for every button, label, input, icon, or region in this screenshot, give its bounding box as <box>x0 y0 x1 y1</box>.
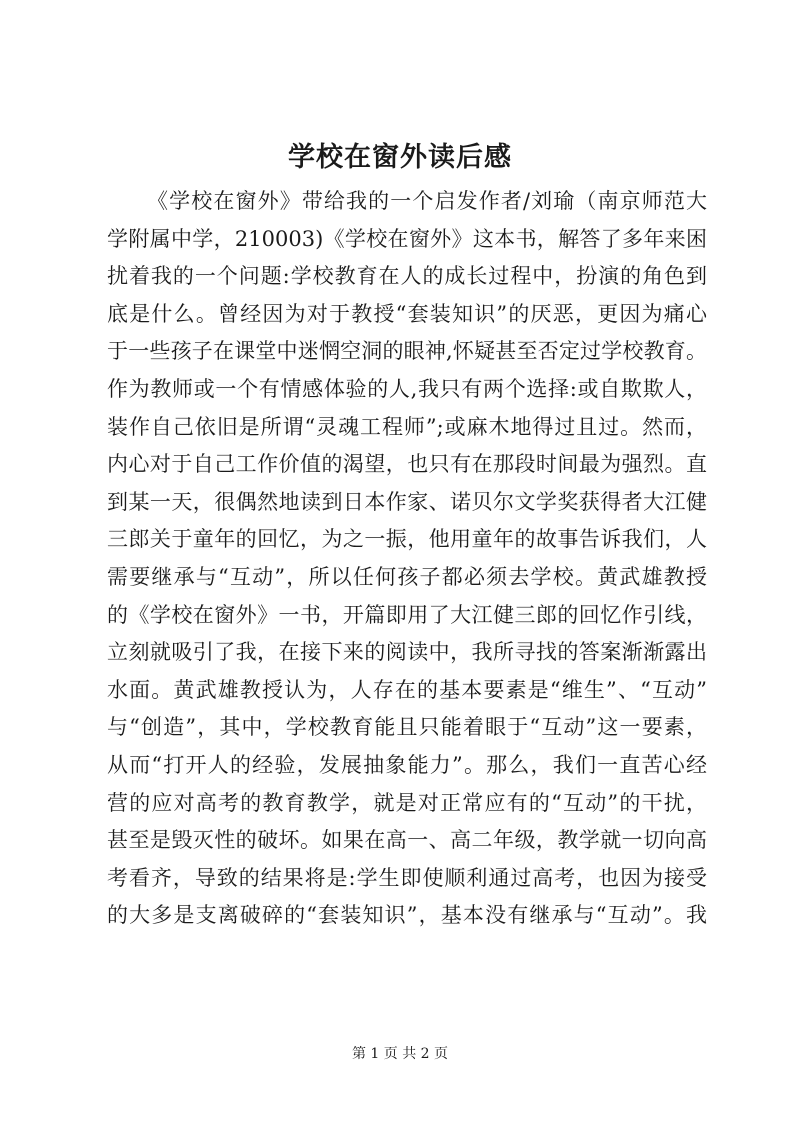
text-line: 考看齐，导致的结果将是:学生即使顺利通过高考，也因为接受 <box>107 865 707 890</box>
text-line: 学附属中学，210003)《学校在窗外》这本书，解答了多年来困 <box>107 226 707 251</box>
text-line: 立刻就吸引了我，在接下来的阅读中，我所寻找的答案渐渐露出 <box>107 640 707 665</box>
text-line: 作为教师或一个有情感体验的人,我只有两个选择:或自欺欺人， <box>107 376 707 401</box>
text-line: 《学校在窗外》带给我的一个启发作者/刘瑜（南京师范大 <box>147 189 707 213</box>
page-footer: 第 1 页 共 2 页 <box>351 1046 449 1062</box>
text-line: 扰着我的一个问题:学校教育在人的成长过程中，扮演的角色到 <box>107 264 707 289</box>
text-line: 的《学校在窗外》一书，开篇即用了大江健三郎的回忆作引线， <box>107 602 707 627</box>
text-line: 装作自己依旧是所谓“灵魂工程师”;或麻木地得过且过。然而， <box>107 414 707 439</box>
text-line: 的大多是支离破碎的“套装知识”，基本没有继承与“互动”。我 <box>107 903 707 928</box>
text-line: 于一些孩子在课堂中迷惘空洞的眼神,怀疑甚至否定过学校教育。 <box>107 339 707 364</box>
text-line: 从而“打开人的经验，发展抽象能力”。那么，我们一直苦心经 <box>107 752 707 777</box>
text-line: 底是什么。曾经因为对于教授“套装知识”的厌恶，更因为痛心 <box>107 301 707 326</box>
text-line: 与“创造”，其中，学校教育能且只能着眼于“互动”这一要素， <box>107 715 707 740</box>
document-title: 学校在窗外读后感 <box>288 142 512 173</box>
text-line: 水面。黄武雄教授认为，人存在的基本要素是“维生”、“互动” <box>107 677 707 702</box>
text-line: 营的应对高考的教育教学，就是对正常应有的“互动”的干扰， <box>107 790 707 815</box>
body-text <box>107 183 707 935</box>
text-line: 到某一天，很偶然地读到日本作家、诺贝尔文学奖获得者大江健 <box>107 489 707 514</box>
text-line: 甚至是毁灭性的破坏。如果在高一、高二年级，教学就一切向高 <box>107 828 707 853</box>
text-line: 需要继承与“互动”，所以任何孩子都必须去学校。黄武雄教授 <box>107 564 707 589</box>
text-line: 内心对于自己工作价值的渴望，也只有在那段时间最为强烈。直 <box>107 452 707 477</box>
text-line: 三郎关于童年的回忆，为之一振，他用童年的故事告诉我们，人 <box>107 527 707 552</box>
